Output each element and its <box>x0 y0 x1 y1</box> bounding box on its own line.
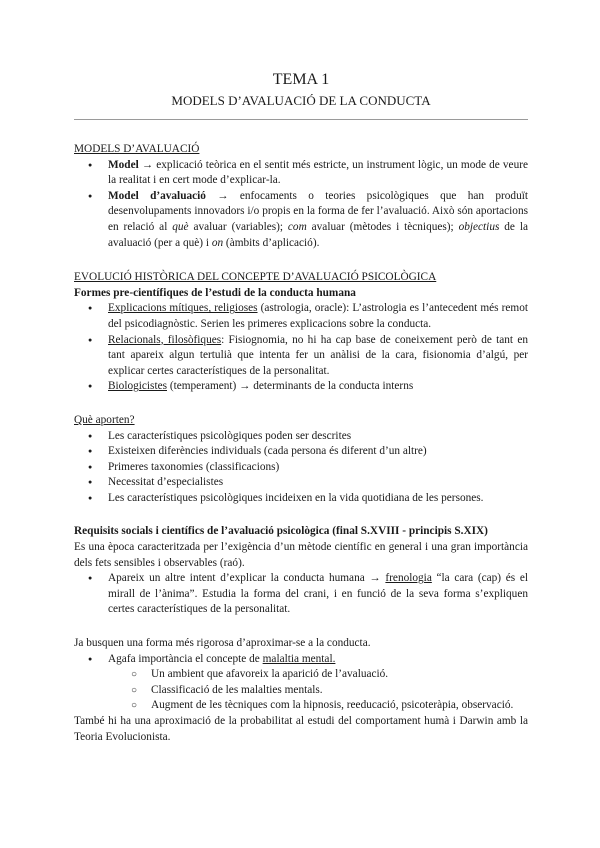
section-heading-requisits: Requisits socials i científics de l’avaluació psicològica (final S.XVIII - principis S.XIX) <box>74 525 488 538</box>
paragraph: Es una època caracteritzada per l’exigència d’un mètode científic en general i una gran importància dels fets sensibles i observables (raó). <box>74 541 528 569</box>
title-divider <box>74 119 528 120</box>
malaltia-sublist <box>108 667 528 714</box>
list-item: ● Relacionals, filosòfiques: Fisiognomia, no hi ha cap base de coneixement però de tant en tant apareix algun tertulià que intenta fer un anàlisi de la cara, fisionomia d’algú, per explicar certes característiques de la personalitat. <box>108 333 528 380</box>
malaltia-list <box>74 652 528 714</box>
section-evolucio <box>74 270 528 395</box>
section-models <box>74 142 528 251</box>
list-item: ● Necessitat d’especialistes <box>108 475 528 491</box>
section-heading-models: MODELS D’AVALUACIÓ <box>74 143 200 155</box>
section-requisits <box>74 524 528 618</box>
requisits-list <box>74 571 528 618</box>
section-heading-evolucio: EVOLUCIÓ HISTÒRICA DEL CONCEPTE D’AVALUACIÓ PSICOLÒGICA <box>74 271 437 284</box>
list-item: ● Agafa importància el concepte de malaltia mental. ○ Un ambient que afavoreix la aparició de l’avaluació. ○ Classificació de les malalties mentals. ○ Augment de les tècniques com la hipnosis, reeducació, psicoteràpia, observació. <box>108 652 528 714</box>
formes-list <box>74 301 528 395</box>
subheading-formes: Formes pre-científiques de l’estudi de la conducta humana <box>74 286 356 299</box>
document-subtitle: MODELS D’AVALUACIÓ DE LA CONDUCTA <box>171 93 431 108</box>
document-title: TEMA 1 <box>272 71 330 88</box>
models-list <box>74 158 528 252</box>
list-item: ● Apareix un altre intent d’explicar la conducta humana → frenologia “la cara (cap) és el mirall de l’ànima”. Estudia la forma del crani, i en funció de la seva forma s’expliquen certes característiques de la personalitat. <box>108 571 528 618</box>
section-heading-aporten: Què aporten? <box>74 413 135 426</box>
list-item: ● Existeixen diferències individuals (cada persona és diferent d’un altre) <box>108 444 528 460</box>
sublist-item: ○ Classificació de les malalties mentals. <box>151 683 528 699</box>
paragraph: Ja busquen una forma més rigorosa d’aproximar-se a la conducta. <box>74 637 371 650</box>
sublist-item: ○ Un ambient que afavoreix la aparició de l’avaluació. <box>151 667 528 683</box>
list-item: ● Model → explicació teòrica en el sentit més estricte, un instrument lògic, un mode de veure la realitat i en cert mode d’explicar-la. <box>108 158 528 189</box>
list-item: ● Model d’avaluació → enfocaments o teories psicològiques que han produït desenvolupaments innovadors i/o propis en la forma de fer l’avaluació. Això són aportacions en relació al què avaluar (variables); com avaluar (mètodes i tècniques); objectius de la avaluació (per a què) i on (àmbits d’aplicació). <box>108 189 528 251</box>
list-item: ● Explicacions mítiques, religioses (astrologia, oracle): L’astrologia es l’antecedent més remot del psicodiagnòstic. Serien les primeres explicacions sobre la conducta. <box>108 301 528 332</box>
document-page <box>74 70 528 745</box>
closing-paragraph: També hi ha una aproximació de la probabilitat al estudi del comportament humà i Darwin amb la Teoria Evolucionista. <box>74 715 528 743</box>
sublist-item: ○ Augment de les tècniques com la hipnosis, reeducació, psicoteràpia, observació. <box>151 698 528 714</box>
list-item: ● Les característiques psicològiques incideixen en la vida quotidiana de les persones. <box>108 491 528 507</box>
section-aporten <box>74 413 528 507</box>
list-item: ● Primeres taxonomies (classificacions) <box>108 460 528 476</box>
aporten-list <box>74 429 528 507</box>
list-item: ● Les característiques psicològiques poden ser descrites <box>108 429 528 445</box>
section-rigor <box>74 636 528 745</box>
list-item: ● Biologicistes (temperament) → determinants de la conducta interns <box>108 379 528 395</box>
